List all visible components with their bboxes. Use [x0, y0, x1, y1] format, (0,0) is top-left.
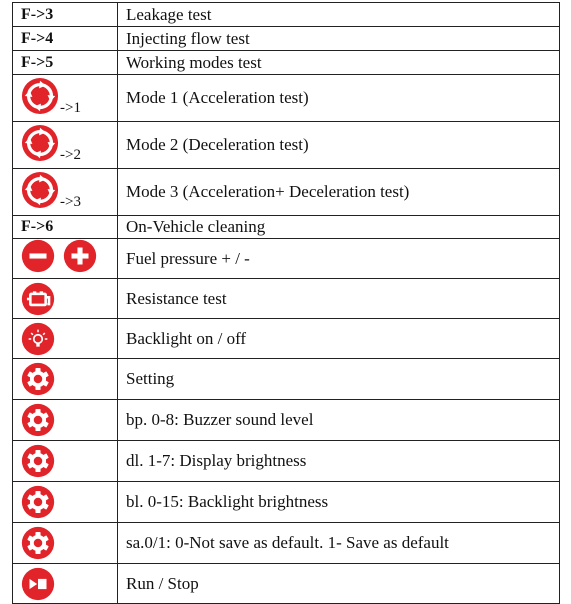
- function-description: Run / Stop: [126, 573, 199, 593]
- cycle-icon: [21, 77, 59, 115]
- table-row: [13, 359, 560, 400]
- minus-icon: [21, 239, 55, 273]
- table-row: [13, 441, 560, 482]
- table-row: [13, 523, 560, 564]
- key-label: F->3: [21, 5, 54, 23]
- gear-icon: [21, 526, 55, 560]
- lightbulb-icon: [21, 322, 55, 356]
- function-description: Fuel pressure + / -: [126, 248, 250, 268]
- key-label: F->6: [21, 218, 54, 235]
- cycle-icon: [21, 124, 59, 162]
- function-description: Mode 3 (Acceleration+ Deceleration test): [126, 182, 410, 201]
- function-description: bp. 0-8: Buzzer sound level: [126, 410, 314, 429]
- table-row: [13, 75, 560, 122]
- function-description: Leakage test: [126, 4, 212, 24]
- table-row: [13, 169, 560, 216]
- function-description: Backlight on / off: [126, 328, 247, 348]
- gear-icon: [21, 403, 55, 437]
- table-row: [13, 122, 560, 169]
- function-description: Injecting flow test: [126, 28, 250, 48]
- gear-icon: [21, 444, 55, 478]
- table-row: [13, 3, 560, 27]
- function-description: Resistance test: [126, 288, 227, 308]
- table-row: [13, 279, 560, 319]
- run-stop-icon: [21, 567, 55, 601]
- mode-suffix: ->2: [60, 146, 81, 163]
- function-description: Mode 2 (Deceleration test): [126, 135, 309, 154]
- mode-suffix: ->3: [60, 193, 81, 210]
- table-row: [13, 239, 560, 279]
- function-description: sa.0/1: 0-Not save as default. 1- Save as default: [126, 533, 449, 552]
- table-row: [13, 51, 560, 75]
- table-row: [13, 482, 560, 523]
- gear-icon: [21, 362, 55, 396]
- function-description: Working modes test: [126, 52, 262, 72]
- cycle-icon: [21, 171, 59, 209]
- function-description: dl. 1-7: Display brightness: [126, 451, 307, 470]
- table-row: [13, 216, 560, 239]
- function-description: On-Vehicle cleaning: [126, 217, 266, 236]
- plus-icon: [63, 239, 97, 273]
- table-row: [13, 400, 560, 441]
- function-description: bl. 0-15: Backlight brightness: [126, 492, 329, 511]
- resistance-icon: [21, 282, 55, 316]
- table-row: [13, 564, 560, 604]
- function-description: Setting: [126, 369, 175, 388]
- function-key-table: [12, 2, 560, 604]
- key-label: F->5: [21, 53, 54, 71]
- table-row: [13, 27, 560, 51]
- gear-icon: [21, 485, 55, 519]
- function-description: Mode 1 (Acceleration test): [126, 88, 309, 107]
- table-row: [13, 319, 560, 359]
- mode-suffix: ->1: [60, 99, 81, 116]
- key-label: F->4: [21, 29, 54, 47]
